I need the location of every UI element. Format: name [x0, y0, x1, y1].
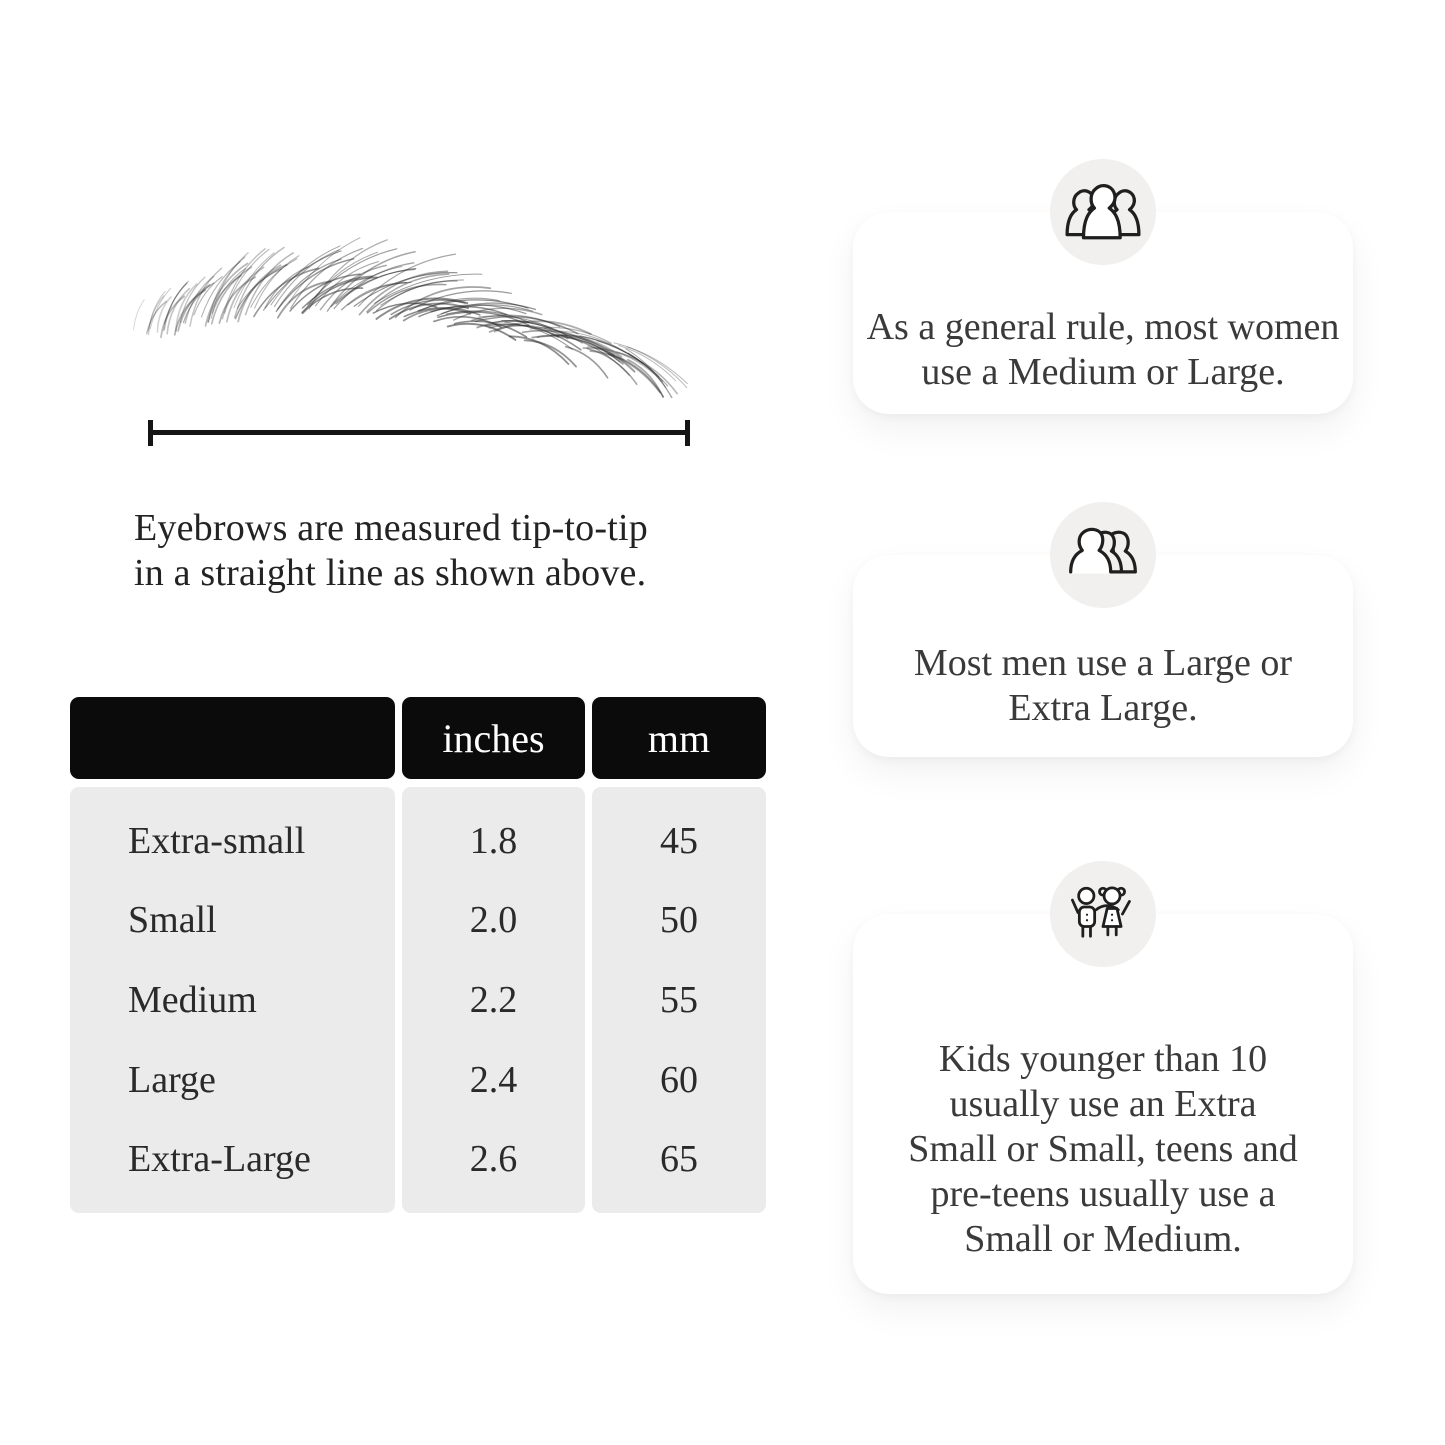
card-women	[853, 212, 1353, 414]
size-table-body	[70, 787, 767, 1213]
size-table	[70, 697, 767, 1213]
men-icon-circle	[1050, 502, 1156, 608]
card-text-line-0: As a general rule, most women	[866, 306, 1340, 348]
size-row-3-label: Large	[128, 1058, 216, 1101]
measurement-tick-right	[685, 420, 690, 446]
caption-line-2: in a straight line as shown above.	[134, 552, 647, 594]
size-column-mm	[592, 787, 766, 1213]
caption-line-1: Eyebrows are measured tip-to-tip	[134, 507, 648, 549]
card-men-text	[853, 641, 1353, 731]
kids-icon-circle	[1050, 861, 1156, 967]
measurement-line	[148, 420, 690, 446]
card-men	[853, 555, 1353, 757]
card-text-line-1: use a Medium or Large.	[921, 351, 1285, 393]
size-table-header-row	[70, 697, 767, 787]
size-row-2-inches-value: 2.2	[469, 978, 518, 1021]
eyebrow-illustration	[128, 230, 703, 398]
card-text-line-2: Small or Small, teens and	[908, 1127, 1298, 1170]
card-text-line-0: Kids younger than 10	[938, 1037, 1268, 1080]
size-row-1-inches-value: 2.0	[469, 899, 518, 942]
men-group-icon	[1063, 524, 1143, 586]
size-row-4-label: Extra-Large	[128, 1138, 311, 1181]
card-text-line-0: Most men use a Large or	[913, 642, 1293, 684]
size-row-0-mm-value: 45	[660, 819, 698, 862]
women-icon-circle	[1050, 159, 1156, 265]
measurement-caption	[134, 506, 648, 596]
eyebrow-svg	[128, 230, 703, 398]
header-cell-inches: inches	[402, 697, 585, 779]
measurement-bar	[148, 430, 690, 435]
header-cell-mm: mm	[592, 697, 766, 779]
women-group-icon	[1064, 180, 1142, 244]
card-kids	[853, 914, 1353, 1294]
size-column-labels	[70, 787, 395, 1213]
card-women-text	[853, 305, 1353, 395]
size-row-2-label: Medium	[128, 978, 257, 1021]
header-cell-blank	[70, 697, 395, 779]
size-column-inches	[402, 787, 585, 1213]
card-kids-text	[853, 1037, 1353, 1262]
size-row-4-inches-value: 2.6	[469, 1138, 518, 1181]
card-text-line-4: Small or Medium.	[964, 1217, 1242, 1260]
size-row-0-label: Extra-small	[128, 819, 306, 862]
size-row-3-inches-value: 2.4	[469, 1058, 518, 1101]
size-row-4-mm-value: 65	[660, 1138, 698, 1181]
card-text-line-3: pre-teens usually use a	[930, 1172, 1276, 1215]
kids-icon	[1068, 882, 1138, 946]
size-row-1-label: Small	[128, 899, 217, 942]
card-text-line-1: Extra Large.	[1008, 687, 1198, 729]
size-row-3-mm-value: 60	[660, 1058, 698, 1101]
size-row-0-inches-value: 1.8	[469, 819, 518, 862]
card-text-line-1: usually use an Extra	[949, 1082, 1257, 1125]
size-row-2-mm-value: 55	[660, 978, 698, 1021]
size-row-1-mm-value: 50	[660, 899, 698, 942]
